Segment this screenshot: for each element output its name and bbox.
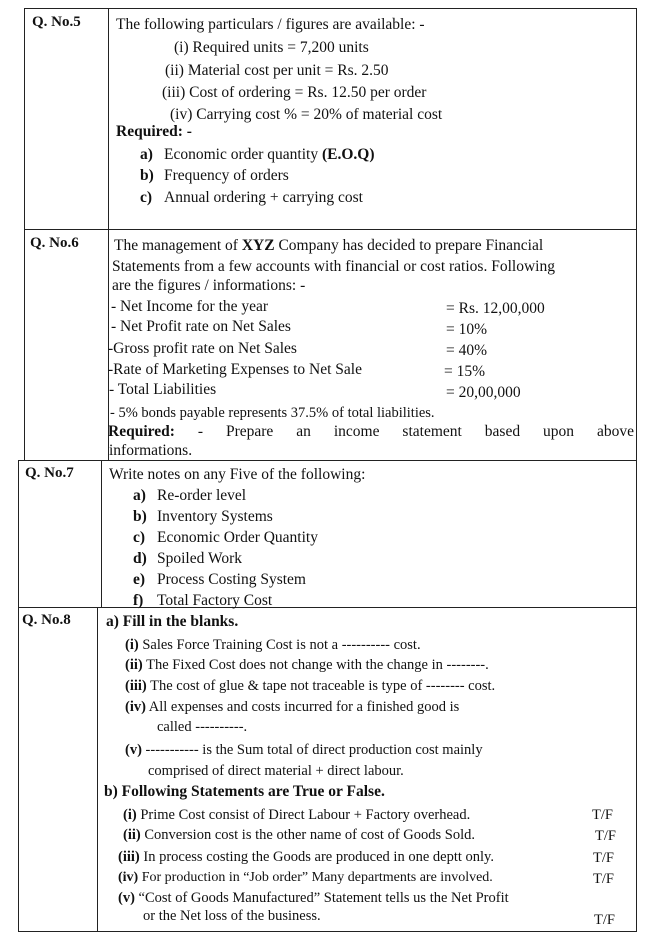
q7-item-d-num: d) (133, 550, 147, 567)
q6-required-line-2: informations. (109, 442, 193, 459)
q7-item-d-text: Spoiled Work (157, 550, 243, 567)
q6-bonds-note: - 5% bonds payable represents 37.5% of total liabilities. (110, 405, 435, 421)
q6-left-border (24, 229, 25, 461)
q8-blank-4-text: All expenses and costs incurred for a finished good is (148, 699, 460, 715)
q6-figure-3-label: -Gross profit rate on Net Sales (108, 340, 297, 357)
q6-figure-1-value: = Rs. 12,00,000 (446, 300, 545, 317)
q5-item-3-num: (iii) (162, 84, 186, 101)
q7-divider (101, 460, 102, 608)
table-border-top (24, 8, 637, 9)
q7-item-e-num: e) (133, 571, 146, 588)
q6-company-name: XYZ (241, 237, 275, 254)
table-border-bottom (18, 931, 637, 932)
q8-tf-4-num: (iv) (118, 870, 139, 885)
q7-item-d (133, 549, 242, 568)
q7-item-f (133, 591, 272, 610)
q5-required-b-num: b) (140, 167, 154, 184)
q6-figure-5-label: - Total Liabilities (109, 381, 217, 398)
q8-tf-5-mark: T/F (594, 912, 615, 928)
q5-required-c-text: Annual ordering + carrying cost (164, 189, 363, 206)
q6-label: Q. No.6 (30, 235, 79, 251)
q6-right-border (636, 229, 637, 461)
q8-blank-2 (125, 656, 489, 674)
q7-intro: Write notes on any Five of the following: (109, 466, 366, 483)
q7-item-c (133, 528, 318, 547)
q6-required-text: - Prepare an income statement based upon above (197, 423, 635, 440)
q8-tf-1 (123, 806, 470, 824)
q7-item-a-text: Re-order level (157, 487, 247, 504)
q8-tf-5-cont: or the Net loss of the business. (143, 908, 321, 924)
q6-figure-2-label: - Net Profit rate on Net Sales (111, 318, 291, 335)
q8-blank-2-num: (ii) (125, 657, 143, 673)
q7-item-b-text: Inventory Systems (157, 508, 273, 525)
q5-required-b-text: Frequency of orders (164, 167, 289, 184)
q8-tf-1-text: Prime Cost consist of Direct Labour + Factory overhead. (140, 807, 471, 823)
q6-intro-line-3: are the figures / informations: - (112, 277, 306, 294)
q6-figure-1-label: - Net Income for the year (111, 298, 269, 315)
q5-item-3-text: Cost of ordering = Rs. 12.50 per order (189, 84, 427, 101)
q8-part-a-title: a) Fill in the blanks. (106, 613, 239, 630)
q5-required-a-num: a) (140, 146, 153, 163)
q8-tf-5-num: (v) (118, 890, 135, 906)
q5-required-c (140, 188, 363, 207)
q8-blank-1-num: (i) (125, 637, 139, 653)
q5-left-border (24, 8, 25, 230)
q6-figure-5-value: = 20,00,000 (446, 384, 521, 401)
q5-right-border (636, 8, 637, 230)
q8-tf-4 (118, 869, 493, 887)
q5-required-a-text: Economic order quantity (164, 146, 322, 163)
q6-figure-2-value: = 10% (446, 321, 488, 338)
q7-item-c-num: c) (133, 529, 146, 546)
q5-required-b (140, 166, 289, 185)
q7-item-a (133, 486, 246, 505)
q5-required-a (140, 145, 375, 164)
q8-tf-1-mark: T/F (592, 807, 613, 823)
q6-intro-line-1 (114, 236, 543, 255)
q8-tf-5-text: “Cost of Goods Manufactured” Statement tells us the Net Profit (138, 890, 509, 906)
q8-tf-2 (123, 826, 475, 844)
q6-intro-post: Company has decided to prepare Financial (274, 237, 544, 254)
q6-required-label: Required: (108, 423, 175, 440)
q6-required-line-1 (108, 422, 634, 441)
q7-item-a-num: a) (133, 487, 146, 504)
q8-tf-3-num: (iii) (118, 849, 140, 865)
q8-blank-5-cont: comprised of direct material + direct labour. (148, 763, 404, 779)
q8-blank-4-num: (iv) (125, 699, 146, 715)
q8-tf-2-mark: T/F (595, 828, 616, 844)
q6-figure-3-value: = 40% (446, 342, 488, 359)
q8-blank-1 (125, 636, 421, 654)
q8-right-border (636, 607, 637, 932)
q5-required-a-bold: (E.O.Q) (321, 146, 375, 163)
q8-blank-5-num: (v) (125, 742, 142, 758)
q8-blank-4-cont: called ----------. (157, 719, 248, 735)
q5-required-label: Required: - (116, 123, 192, 140)
q8-blank-3 (125, 677, 495, 695)
q8-tf-3-mark: T/F (593, 850, 614, 866)
q7-item-b (133, 507, 273, 526)
q7-left-border (18, 460, 19, 608)
q5-item-2 (165, 61, 389, 80)
q7-item-e (133, 570, 306, 589)
q6-figure-4-label: -Rate of Marketing Expenses to Net Sale (108, 361, 362, 378)
q5-item-3 (162, 83, 426, 102)
q5-item-2-text: Material cost per unit = Rs. 2.50 (187, 62, 389, 79)
row-separator-5-6 (24, 229, 637, 230)
q8-tf-1-num: (i) (123, 807, 137, 823)
q7-item-e-text: Process Costing System (157, 571, 306, 588)
q5-item-4-text: Carrying cost % = 20% of material cost (196, 106, 443, 123)
q8-blank-3-text: The cost of glue & tape not traceable is type of -------- cost. (150, 678, 496, 694)
q5-item-4-num: (iv) (170, 106, 193, 123)
q7-label: Q. No.7 (25, 465, 74, 481)
q8-blank-2-text: The Fixed Cost does not change with the change in --------. (146, 657, 489, 673)
q5-item-4 (170, 105, 442, 124)
q8-divider (97, 607, 98, 932)
q7-item-f-text: Total Factory Cost (157, 592, 273, 609)
q7-right-border (636, 460, 637, 608)
q7-item-b-num: b) (133, 508, 147, 525)
q8-blank-5-text: ----------- is the Sum total of direct production cost mainly (145, 742, 483, 758)
q6-intro-pre: The management of (114, 237, 242, 254)
q8-tf-2-text: Conversion cost is the other name of cost of Goods Sold. (144, 827, 475, 843)
q5-item-2-num: (ii) (165, 62, 184, 79)
row-separator-7-8 (18, 607, 637, 608)
q8-part-b-title: b) Following Statements are True or False. (104, 783, 385, 800)
q5-required-c-num: c) (140, 189, 153, 206)
q5-item-1-text: Required units = 7,200 units (192, 39, 369, 56)
q5-label: Q. No.5 (32, 14, 81, 30)
q8-tf-4-text: For production in “Job order” Many departments are involved. (141, 870, 493, 885)
q8-left-border (18, 607, 19, 932)
q5-intro: The following particulars / figures are available: - (116, 16, 425, 33)
q8-tf-3-text: In process costing the Goods are produced in one deptt only. (143, 849, 494, 865)
q8-blank-5 (125, 741, 483, 759)
q6-figure-4-value: = 15% (444, 363, 486, 380)
q7-item-f-num: f) (133, 592, 144, 609)
q8-tf-2-num: (ii) (123, 827, 141, 843)
q6-intro-line-2: Statements from a few accounts with financial or cost ratios. Following (112, 258, 555, 275)
q7-item-c-text: Economic Order Quantity (157, 529, 318, 546)
q5-item-1 (174, 38, 369, 57)
q8-label: Q. No.8 (22, 612, 71, 628)
q8-tf-4-mark: T/F (593, 871, 614, 887)
q8-blank-3-num: (iii) (125, 678, 147, 694)
q8-tf-5 (118, 889, 509, 907)
q5-divider (108, 8, 109, 230)
q5-item-1-num: (i) (174, 39, 189, 56)
q8-blank-4 (125, 698, 459, 716)
q8-blank-1-text: Sales Force Training Cost is not a ---------- cost. (142, 637, 421, 653)
q8-tf-3 (118, 848, 494, 866)
